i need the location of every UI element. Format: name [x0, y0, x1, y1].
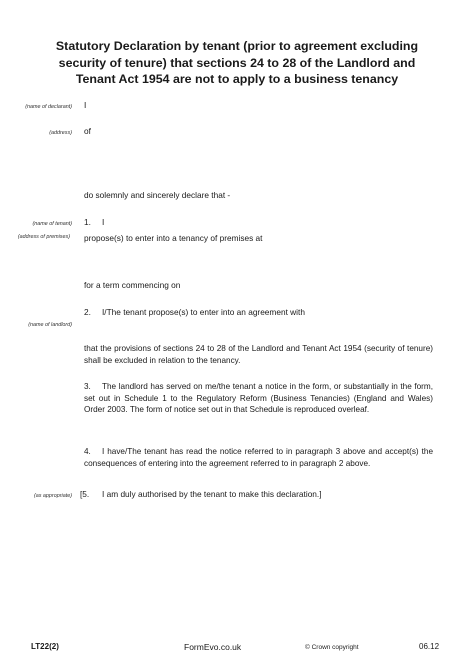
paragraph-1-i: I — [102, 217, 105, 227]
paragraph-1-number: 1. — [84, 217, 91, 227]
paragraph-2-text: I/The tenant propose(s) to enter into an agreement with — [102, 307, 305, 317]
paragraph-2-line — [84, 307, 305, 318]
label-name-of-tenant: (name of tenant) — [32, 221, 72, 227]
footer-site: FormEvo.co.uk — [184, 642, 242, 652]
document-title: Statutory Declaration by tenant (prior to agreement excluding security of tenure) that sections 24 to 28 of the Landlord and Tenant Act 1954 are not to apply to a business tenancy — [55, 39, 419, 86]
paragraph-5-text: I am duly authorised by the tenant to make this declaration.] — [102, 489, 322, 499]
paragraph-4-text: I have/The tenant has read the notice referred to in paragraph 3 above and accept(s) the consequences of entering into the agreement referred to in paragraph 2 above. — [84, 447, 433, 468]
declarant-i: I — [84, 100, 87, 110]
paragraph-5 — [80, 489, 322, 500]
footer-date: 06.12 — [419, 642, 440, 651]
address-of: of — [84, 126, 91, 136]
paragraph-3-text: The landlord has served on me/the tenant a notice in the form, or substantially in the form, set out in Schedule 1 to the Regulatory Reform (Business Tenancies) (England and Wales) Order 2003. The form of notice set out in that Schedule is reproduced overleaf. — [84, 382, 433, 414]
paragraph-3 — [84, 381, 433, 416]
label-name-of-landlord: (name of landlord) — [28, 322, 72, 328]
paragraph-4-number: 4. — [84, 447, 91, 456]
footer-form-code: LT22(2) — [31, 642, 59, 651]
label-name-of-declarant: (name of declarant) — [25, 104, 72, 110]
declare-text: do solemnly and sincerely declare that - — [84, 190, 231, 200]
label-address: (address) — [49, 130, 72, 136]
paragraph-5-number: [5. — [80, 489, 90, 499]
paragraph-1-line — [84, 217, 104, 228]
label-address-of-premises: (address of premises) — [17, 234, 70, 240]
paragraph-3-number: 3. — [84, 382, 91, 391]
footer-copyright: © Crown copyright — [305, 644, 359, 651]
paragraph-4 — [84, 446, 433, 469]
provisions-paragraph: that the provisions of sections 24 to 28 of the Landlord and Tenant Act 1954 (security of tenure) shall be excluded in relation to the tenancy. — [84, 344, 433, 365]
paragraph-2-number: 2. — [84, 307, 91, 317]
propose-text: propose(s) to enter into a tenancy of premises at — [84, 233, 263, 243]
term-text: for a term commencing on — [84, 280, 181, 290]
label-as-appropriate: (as appropriate) — [33, 493, 72, 499]
